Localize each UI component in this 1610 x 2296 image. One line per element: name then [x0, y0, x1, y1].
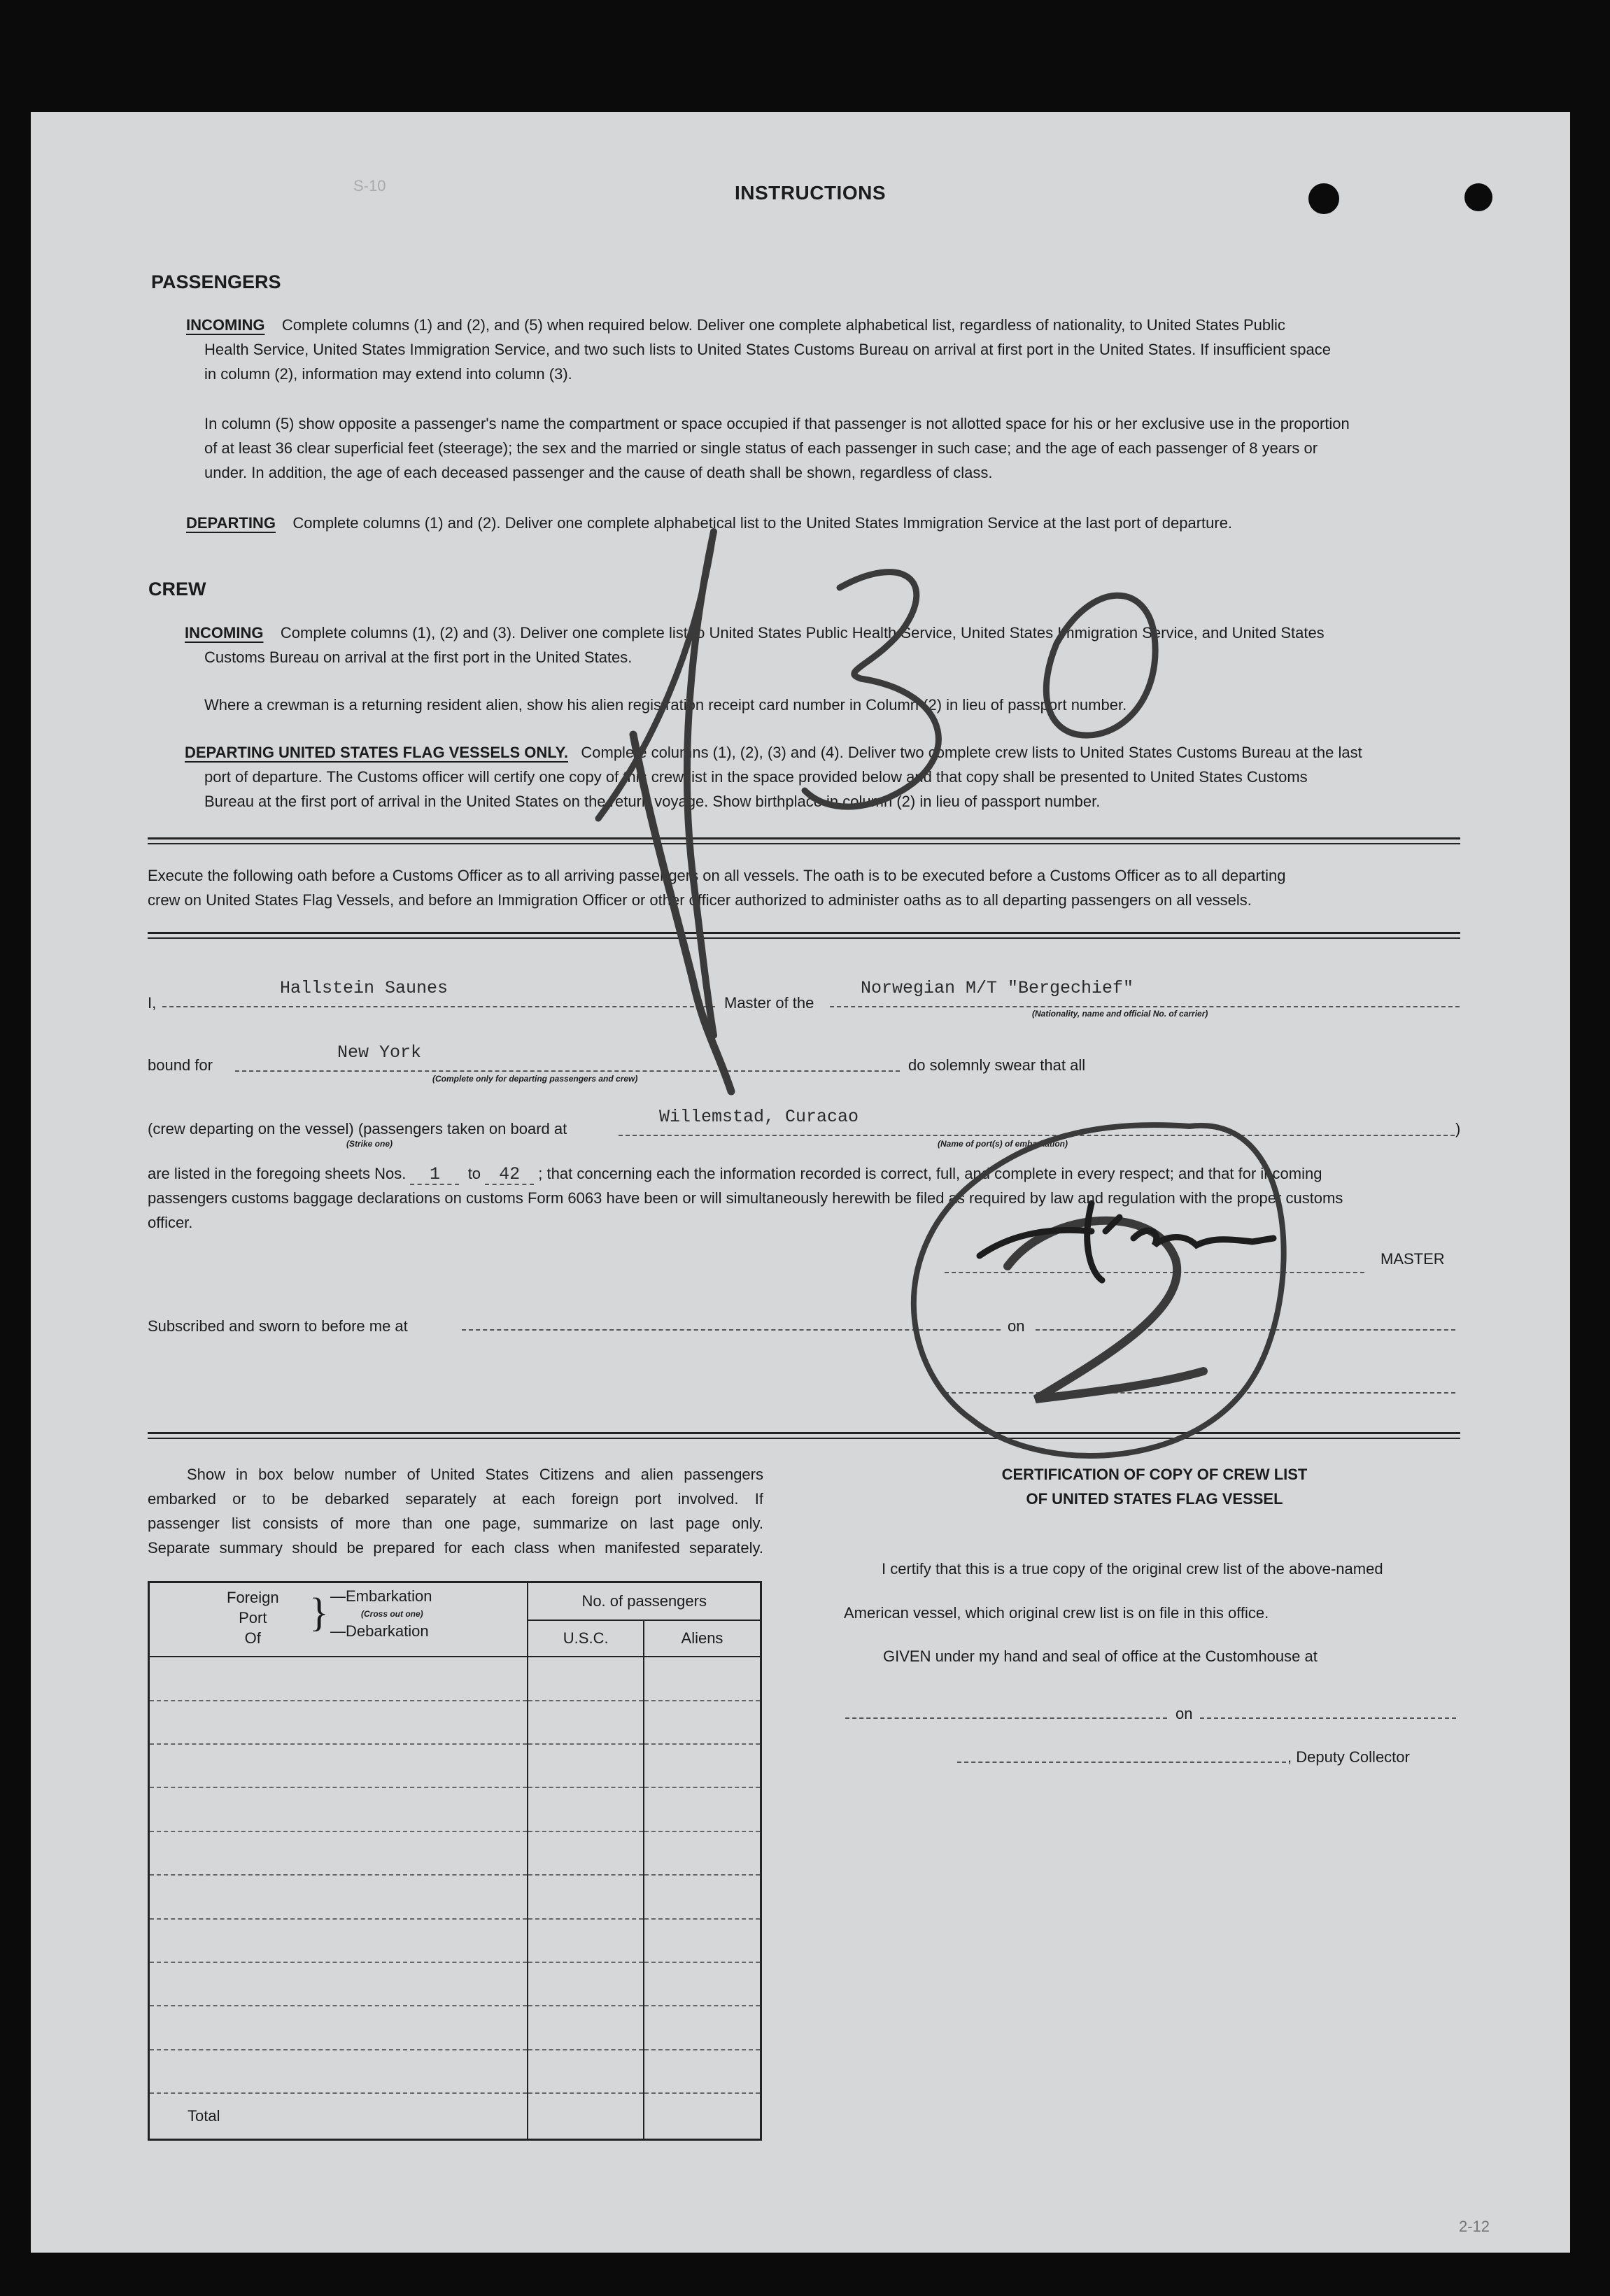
faint-stamp: S-10: [353, 177, 386, 194]
summary-line: passenger list consists of more than one page, summarize on last page only.: [148, 1515, 763, 1532]
master-signature: [980, 1203, 1273, 1280]
numeral-zero: [1046, 595, 1155, 735]
destination-note: (Complete only for departing passengers and crew): [432, 1074, 638, 1084]
embarkation-label: —Embarkation: [330, 1587, 432, 1605]
oath-instruction-line: Execute the following oath before a Customs Officer as to all arriving passengers on all vessels. The oath is to be executed before a Customs Officer as to all departing: [148, 867, 1286, 884]
crew-incoming-label: INCOMING: [185, 624, 264, 642]
numeral-one-stroke: [633, 735, 731, 1091]
departing-text: Complete columns (1) and (2). Deliver one complete alphabetical list to the United States Immigration Service at the last port of departure.: [292, 514, 1233, 532]
crew-departing-line: port of departure. The Customs officer will certify one copy of this crew list in the space provided below and that copy shall be presented to United States Customs: [204, 768, 1308, 786]
numeral-three: [805, 572, 938, 807]
oath-i-label: I,: [148, 994, 157, 1012]
to-label: to: [467, 1165, 481, 1182]
master-name: Hallstein Saunes: [280, 978, 449, 998]
port-header-line: Foreign: [227, 1589, 279, 1606]
crew-resident-alien: Where a crewman is a returning resident alien, show his alien registration receipt card number in Column (2) in lieu of passport number.: [204, 696, 1127, 714]
certify-line: I certify that this is a true copy of the original crew list of the above-named: [882, 1560, 1383, 1578]
page-title: INSTRUCTIONS: [735, 182, 886, 204]
cert-on-label: on: [1175, 1705, 1193, 1722]
numeral-one-top: [598, 532, 714, 819]
listed-line: officer.: [148, 1214, 193, 1231]
footer-mark: 2-12: [1459, 2218, 1490, 2235]
master-label: MASTER: [1380, 1250, 1445, 1268]
col5-line: In column (5) show opposite a passenger's name the compartment or space occupied if that passenger is not allotted space for his or her exclusive use in the proportion: [204, 415, 1350, 432]
col5-line: under. In addition, the age of each deceased passenger and the cause of death shall be shown, regardless of class.: [204, 464, 993, 481]
crew-departing-line: Complete columns (1), (2), (3) and (4). Deliver two complete crew lists to United States Customs Bureau at the last: [581, 744, 1362, 761]
summary-line: Separate summary should be prepared for each class when manifested separately.: [148, 1539, 763, 1557]
carrier-note: (Nationality, name and official No. of carrier): [1032, 1009, 1208, 1019]
master-of-label: Master of the: [724, 994, 814, 1012]
signature-stroke: [980, 1203, 1273, 1280]
circle-outline: [914, 1125, 1284, 1456]
large-number-130: [598, 532, 1155, 1091]
crew-departing-text: (crew departing on the vessel) (passengers taken on board at: [148, 1120, 567, 1138]
certification-title-line: OF UNITED STATES FLAG VESSEL: [1026, 1490, 1283, 1508]
summary-line: embarked or to be debarked separately at each foreign port involved. If: [148, 1490, 763, 1508]
summary-line: Show in box below number of United States Citizens and alien passengers: [187, 1466, 763, 1483]
listed-rest: ; that concerning each the information recorded is correct, full, and complete in every respect; and that for incoming: [538, 1165, 1322, 1182]
port-header: Foreign Port Of } —Embarkation (Cross out one) —Debarkation: [149, 1582, 528, 1657]
crew-departing-line: Bureau at the first port of arrival in the United States on the return voyage. Show birthplace in column (2) in lieu of passport number.: [204, 793, 1101, 810]
embark-port: Willemstad, Curacao: [659, 1107, 859, 1127]
listed-label: are listed in the foregoing sheets Nos.: [148, 1165, 407, 1182]
passengers-heading: PASSENGERS: [151, 271, 281, 292]
swear-text: do solemnly swear that all: [908, 1056, 1086, 1074]
subscribed-label: Subscribed and sworn to before me at: [148, 1317, 408, 1335]
port-header-line: Port: [239, 1609, 267, 1627]
circled-number-2: [914, 1125, 1284, 1456]
destination: New York: [337, 1042, 422, 1063]
certify-line: American vessel, which original crew list is on file in this office.: [844, 1604, 1269, 1622]
passengers-count-header: No. of passengers: [528, 1582, 761, 1620]
crew-heading: CREW: [148, 579, 206, 600]
crew-incoming-line: Complete columns (1), (2) and (3). Deliver one complete list to United States Public Health Service, United States Immigration Service, and United States: [280, 624, 1325, 642]
sheet-to: 42: [485, 1165, 534, 1185]
total-label: Total: [149, 2093, 528, 2139]
incoming-label: INCOMING: [186, 316, 265, 334]
embark-note: (Name of port(s) of embarkation): [938, 1139, 1068, 1149]
oath-instruction-line: crew on United States Flag Vessels, and before an Immigration Officer or other officer authorized to administer oaths as to all departing passengers on all vessels.: [148, 891, 1252, 909]
aliens-header: Aliens: [644, 1620, 761, 1657]
debarkation-label: —Debarkation: [330, 1622, 429, 1640]
port-header-line: Of: [244, 1629, 261, 1647]
on-label: on: [1008, 1317, 1025, 1335]
incoming-line: in column (2), information may extend into column (3).: [204, 365, 572, 383]
usc-header: U.S.C.: [528, 1620, 644, 1657]
col5-line: of at least 36 clear superficial feet (steerage); the sex and the married or single status of each passenger in such case; and the age of each passenger of 8 years or: [204, 439, 1318, 457]
carrier-name: Norwegian M/T "Bergechief": [861, 978, 1134, 998]
given-text: GIVEN under my hand and seal of office at the Customhouse at: [883, 1647, 1318, 1665]
departing-label: DEPARTING: [186, 514, 276, 532]
close-paren: ): [1455, 1120, 1461, 1138]
crew-departing-label: DEPARTING UNITED STATES FLAG VESSELS ONLY.: [185, 744, 569, 761]
incoming-line: Complete columns (1) and (2), and (5) when required below. Deliver one complete alphabetical list, regardless of nationality, to United States Public: [281, 316, 1285, 334]
deputy-label: , Deputy Collector: [1287, 1748, 1410, 1766]
bound-for-label: bound for: [148, 1056, 213, 1074]
cross-out-note: (Cross out one): [361, 1609, 423, 1619]
incoming-line: Health Service, United States Immigration Service, and two such lists to United States Customs Bureau on arrival at first port in the United States. If insufficient space: [204, 341, 1332, 358]
crew-incoming-line: Customs Bureau on arrival at the first port in the United States.: [204, 649, 633, 666]
numeral-two: [1008, 1221, 1203, 1399]
certification-title-line: CERTIFICATION OF COPY OF CREW LIST: [1001, 1466, 1308, 1483]
sheet-from: 1: [410, 1165, 459, 1185]
strike-note: (Strike one): [346, 1139, 393, 1149]
listed-line: passengers customs baggage declarations on customs Form 6063 have been or will simultaneously herewith be filed as required by law and regulation with the proper customs: [148, 1189, 1343, 1207]
